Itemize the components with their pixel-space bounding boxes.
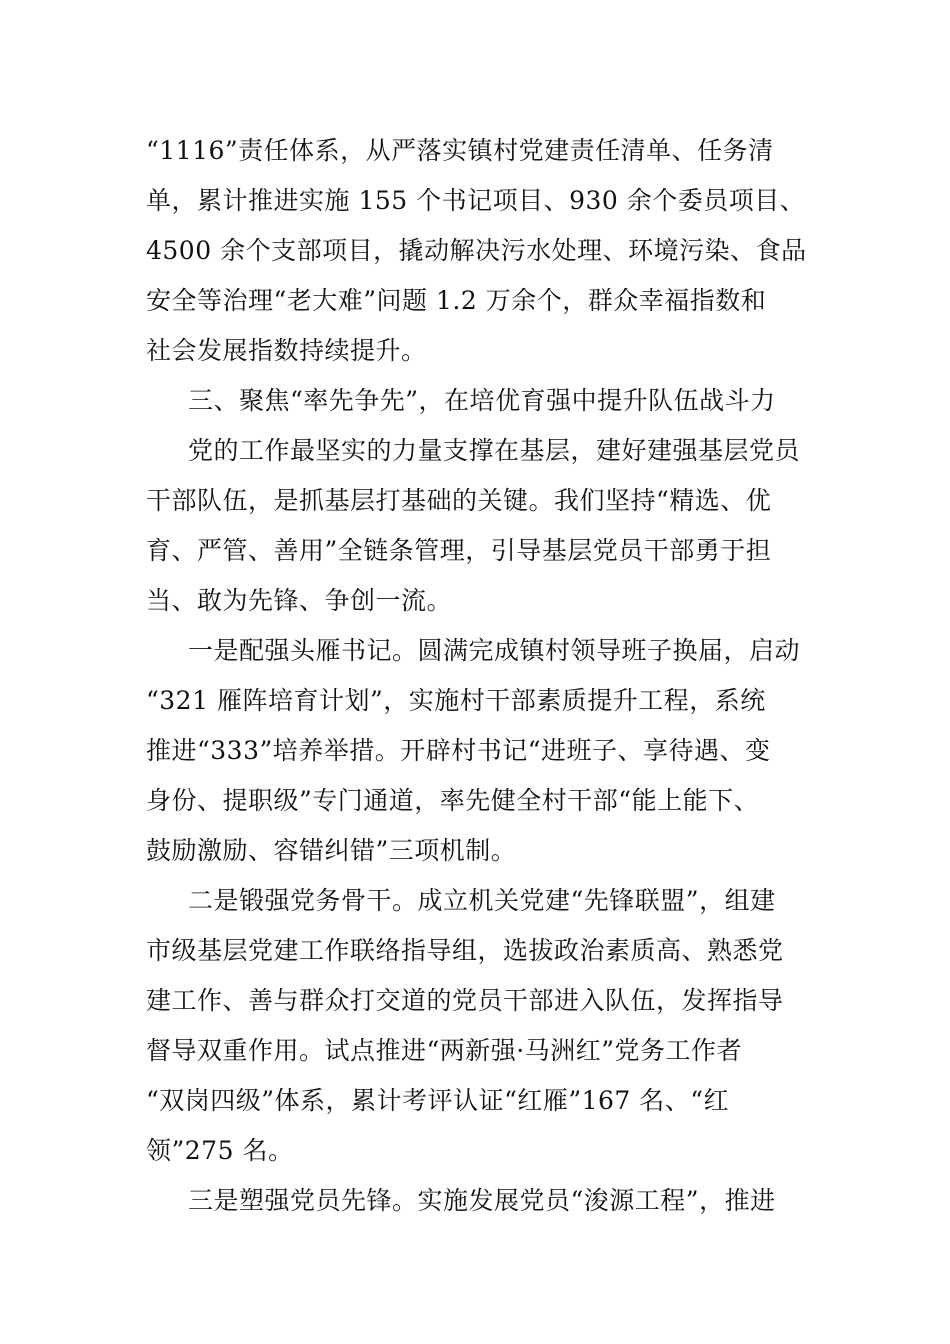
text-line: 市级基层党建工作联络指导组，选拔政治素质高、熟悉党 <box>146 936 784 965</box>
text-line: 建工作、善与群众打交道的党员干部进入队伍，发挥指导 <box>146 986 784 1015</box>
text-line: 二是锻强党务骨干。成立机关党建“先锋联盟”，组建 <box>188 886 776 915</box>
text-line: 一是配强头雁书记。圆满完成镇村领导班子换届，启动 <box>188 636 801 665</box>
text-line: 推进“333”培养举措。开辟村书记“进班子、享待遇、变 <box>146 736 771 765</box>
text-line: 领”275 名。 <box>146 1136 294 1165</box>
text-line: 三是塑强党员先锋。实施发展党员“浚源工程”，推进 <box>188 1186 776 1215</box>
text-line: 干部队伍，是抓基层打基础的关键。我们坚持“精选、优 <box>146 486 772 515</box>
text-line: “321 雁阵培育计划”，实施村干部素质提升工程，系统 <box>146 686 766 715</box>
text-line: 鼓励激励、容错纠错”三项机制。 <box>146 836 517 865</box>
text-line: 当、敢为先锋、争创一流。 <box>146 586 453 615</box>
text-line: 督导双重作用。试点推进“两新强·马洲红”党务工作者 <box>146 1036 743 1065</box>
section-heading: 三、聚焦“率先争先”，在培优育强中提升队伍战斗力 <box>188 386 776 415</box>
body-text <box>146 126 808 1226</box>
text-line: “双岗四级”体系，累计考评认证“红雁”167 名、“红 <box>146 1086 730 1115</box>
text-line: 身份、提职级”专门通道，率先健全村干部“能上能下、 <box>146 786 760 815</box>
text-line: 社会发展指数持续提升。 <box>146 336 427 365</box>
text-line: “1116”责任体系，从严落实镇村党建责任清单、任务清 <box>146 136 774 165</box>
text-line: 4500 余个支部项目，撬动解决污水处理、环境污染、食品 <box>146 236 807 265</box>
text-line: 党的工作最坚实的力量支撑在基层，建好建强基层党员 <box>188 436 801 465</box>
text-line: 育、严管、善用”全链条管理，引导基层党员干部勇于担 <box>146 536 772 565</box>
text-line: 安全等治理“老大难”问题 1.2 万余个，群众幸福指数和 <box>146 286 767 315</box>
text-line: 单，累计推进实施 155 个书记项目、930 余个委员项目、 <box>146 186 806 215</box>
